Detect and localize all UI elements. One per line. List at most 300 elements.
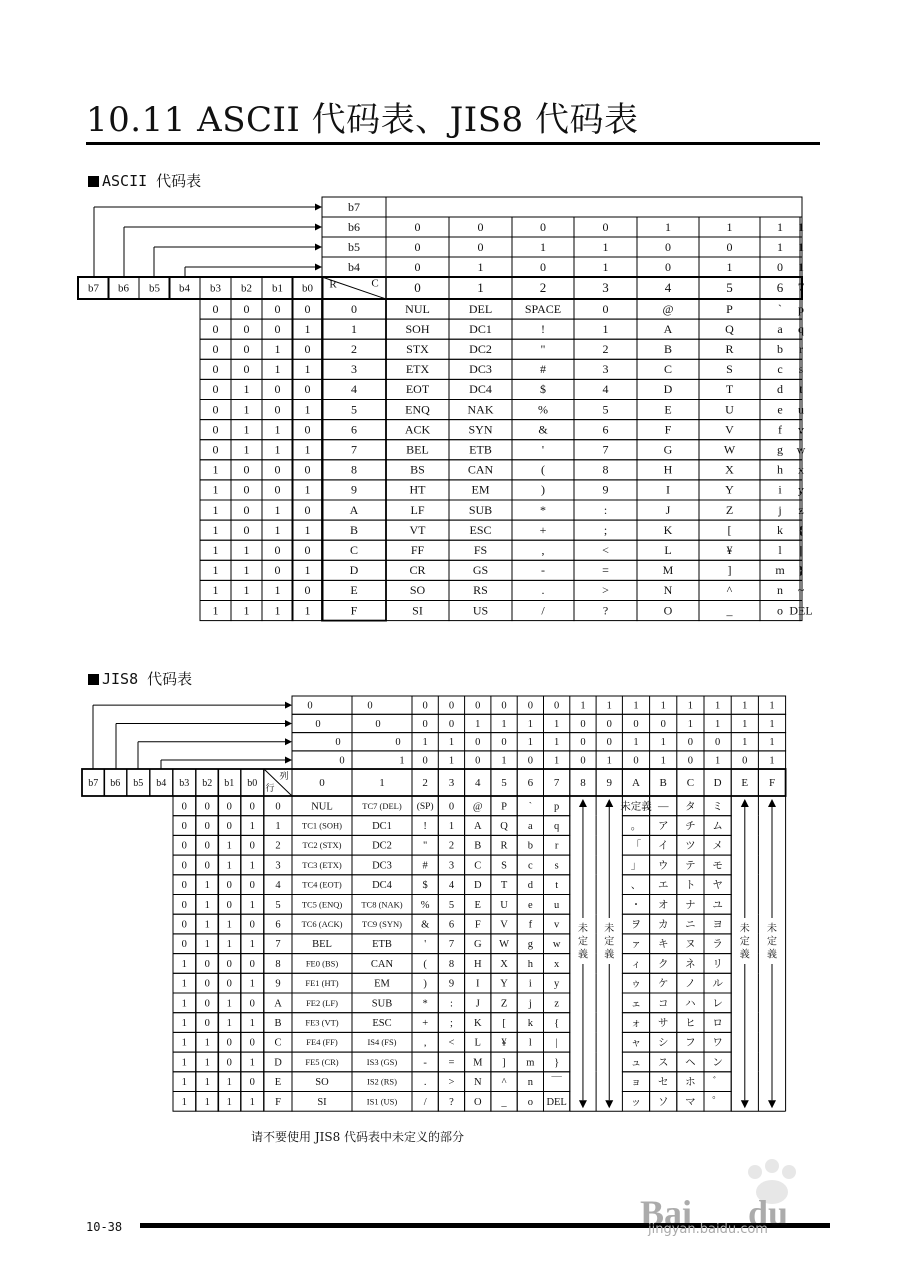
ascii-char: l xyxy=(778,543,782,557)
ascii-char: q xyxy=(798,321,804,336)
ascii-char: = xyxy=(602,563,609,578)
ascii-row-bit: 0 xyxy=(274,321,281,336)
jis-col-bit: 1 xyxy=(475,718,481,730)
ascii-char: - xyxy=(541,563,545,578)
jis-undefined-label: 義 xyxy=(604,949,615,961)
jis-char: 9 xyxy=(448,978,455,990)
jis-char: シ xyxy=(657,1037,669,1049)
jis-char: ; xyxy=(449,1017,453,1029)
jis-char: FE1 (HT) xyxy=(305,978,339,989)
jis-col-header: A xyxy=(632,777,640,790)
ascii-char: ^ xyxy=(726,583,733,598)
ascii-char: ) xyxy=(541,482,545,497)
jis-char: ラ xyxy=(712,939,723,951)
jis-char: b xyxy=(527,840,533,852)
jis-row-bit: 0 xyxy=(226,958,232,970)
jis-row-bit: 0 xyxy=(181,899,187,911)
jis-col-bit: 1 xyxy=(399,755,405,767)
jis-char: r xyxy=(554,840,559,852)
jis-col-bit: 1 xyxy=(554,718,560,730)
jis-row-code: F xyxy=(275,1096,281,1108)
ascii-char: LF xyxy=(410,502,425,517)
ascii-col-bit: 0 xyxy=(777,259,783,274)
svg-text:du: du xyxy=(748,1193,789,1233)
jis-undefined-arrow-down-icon xyxy=(768,1100,776,1108)
jis-undefined-arrow-up-icon xyxy=(605,799,613,807)
ascii-row-bit: 1 xyxy=(243,563,250,578)
ascii-row-bit-header: b1 xyxy=(272,282,283,295)
ascii-char: ENQ xyxy=(405,402,430,417)
ascii-char: ACK xyxy=(404,422,431,437)
jis-char: g xyxy=(527,939,533,951)
jis-row-code: 7 xyxy=(275,939,281,951)
usage-note: 请不要使用 JIS8 代码表中未定义的部分 xyxy=(251,1130,465,1144)
ascii-row-bit: 0 xyxy=(274,563,281,578)
jis-row-bit: 0 xyxy=(181,919,187,931)
ascii-row-bit: 0 xyxy=(243,462,250,477)
jis-arrow-head-icon xyxy=(285,738,292,745)
ascii-char: y xyxy=(798,482,804,497)
jis-undefined-label: 定 xyxy=(767,936,777,948)
ascii-char: DC1 xyxy=(469,321,492,336)
jis-row-bit: 0 xyxy=(181,880,187,892)
jis-undefined-label: 未 xyxy=(577,923,588,935)
jis-undefined-arrow-up-icon xyxy=(741,799,749,807)
jis-char: & xyxy=(421,919,430,931)
ascii-char: " xyxy=(540,342,546,356)
jis-char: O xyxy=(473,1096,482,1108)
ascii-row-bit: 0 xyxy=(212,301,219,316)
jis-char: } xyxy=(554,1057,560,1069)
watermark-url: jingyan.baidu.com xyxy=(648,1222,768,1237)
jis-char: z xyxy=(554,998,559,1010)
jis-char: $ xyxy=(422,880,428,892)
jis-char: i xyxy=(528,978,532,990)
ascii-char: T xyxy=(725,382,734,397)
jis-col-bit: 1 xyxy=(769,737,775,749)
ascii-char: ESC xyxy=(469,522,492,537)
ascii-char: 4 xyxy=(602,382,609,397)
ascii-row-bit: 1 xyxy=(274,502,281,517)
jis-row-bit: 1 xyxy=(226,840,232,852)
jis-char: ゛ xyxy=(712,1077,723,1089)
jis-char: ( xyxy=(423,958,427,970)
ascii-char: X xyxy=(725,462,734,477)
jis-row-bit-header: b5 xyxy=(133,777,144,789)
jis-row-bit: 1 xyxy=(226,1077,232,1089)
jis-col-bit: 0 xyxy=(633,755,639,767)
jis-char: DC2 xyxy=(372,840,392,852)
ascii-char: L xyxy=(664,543,672,557)
jis-col-bit: 1 xyxy=(422,737,428,749)
ascii-char: o xyxy=(777,603,783,618)
jis-col-header: C xyxy=(686,777,695,790)
jis-undefined-arrow-up-icon xyxy=(768,799,776,807)
jis-row-bit: 0 xyxy=(181,860,187,872)
ascii-char: SI xyxy=(412,603,423,618)
ascii-char: CAN xyxy=(467,462,494,477)
ascii-char: 7 xyxy=(602,442,609,457)
jis-char: ヌ xyxy=(685,939,696,951)
jis-row-bit: 1 xyxy=(181,1096,187,1108)
jis-char: ￣ xyxy=(551,1077,562,1089)
jis-char: F xyxy=(474,919,481,931)
ascii-row-bit: 1 xyxy=(304,482,311,497)
ascii-row-bit: 1 xyxy=(212,462,219,477)
jis-char: ク xyxy=(657,958,669,970)
jis-char: ヨ xyxy=(712,919,723,931)
ascii-row-bit: 1 xyxy=(274,522,281,537)
jis-char: ` xyxy=(528,801,533,813)
jis-col-header: E xyxy=(741,777,749,790)
jis-col-bit: 1 xyxy=(501,718,507,730)
jis-row-bit: 1 xyxy=(204,1057,210,1069)
ascii-char: ETB xyxy=(469,442,492,457)
jis-row-bit: 0 xyxy=(181,801,187,813)
ascii-col-bit: 0 xyxy=(665,239,671,254)
ascii-row-code: F xyxy=(350,603,358,618)
jis-undefined-label: 定 xyxy=(739,936,750,948)
ascii-char: H xyxy=(663,462,673,477)
jis-row-bit: 1 xyxy=(226,998,232,1010)
ascii-row-bit: 1 xyxy=(212,603,219,618)
ascii-row-code: 6 xyxy=(351,422,357,437)
jis-col-bit: 0 xyxy=(606,718,612,730)
jis-row-bit: 1 xyxy=(181,1037,187,1049)
jis-col-bit: 1 xyxy=(687,718,694,730)
jis-row-bit: 0 xyxy=(249,919,255,931)
jis-col-bit: 0 xyxy=(315,718,321,730)
ascii-row-code: 4 xyxy=(351,382,357,397)
ascii-char: P xyxy=(726,301,733,316)
jis-bit-row-frame xyxy=(292,751,786,769)
jis-col-bit: 1 xyxy=(769,755,775,767)
jis-undefined-label: 未 xyxy=(604,923,615,935)
ascii-char: : xyxy=(603,502,608,517)
jis-char: ケ xyxy=(657,978,669,990)
ascii-row-bit: 1 xyxy=(212,522,219,537)
ascii-char: A xyxy=(663,321,673,336)
ascii-col-header: 1 xyxy=(477,279,484,295)
jis-char: [ xyxy=(502,1017,506,1029)
jis-row-bit: 0 xyxy=(226,1037,232,1049)
ascii-char: V xyxy=(725,422,734,437)
jis-char: 3 xyxy=(448,860,455,872)
ascii-char: BEL xyxy=(406,442,429,457)
ascii-col-header: 4 xyxy=(664,279,672,295)
jis-row-bit-header: b0 xyxy=(247,777,258,789)
jis-undefined-arrow-down-icon xyxy=(605,1100,613,1108)
jis-char: 5 xyxy=(448,899,455,911)
ascii-char: $ xyxy=(540,382,546,397)
ascii-row-bit: 1 xyxy=(243,402,250,417)
jis-char: ア xyxy=(657,820,669,832)
jis-char: FE0 (BS) xyxy=(305,958,339,969)
ascii-char: t xyxy=(799,382,803,397)
ascii-char: ! xyxy=(541,321,545,336)
jis-col-bit: 0 xyxy=(527,700,533,712)
jis-char: ン xyxy=(712,1057,723,1069)
ascii-row-bit: 0 xyxy=(274,482,281,497)
jis-char: ユ xyxy=(712,899,723,911)
jis-char: / xyxy=(423,1096,427,1108)
ascii-row-bit: 1 xyxy=(243,442,250,457)
jis-row-bit: 0 xyxy=(181,820,187,832)
jis-row-bit: 0 xyxy=(249,1037,255,1049)
ascii-row-bit: 0 xyxy=(274,382,281,397)
jis-char: DC3 xyxy=(372,860,392,872)
jis-row-code: C xyxy=(274,1037,282,1049)
jis-row-bit: 1 xyxy=(249,939,255,951)
jis-char: TC5 (ENQ) xyxy=(301,899,343,910)
jis-char: q xyxy=(554,820,560,832)
jis-col-bit: 0 xyxy=(307,700,313,712)
jis-char: U xyxy=(500,899,508,911)
ascii-char: NAK xyxy=(467,402,494,417)
jis-char: C xyxy=(474,860,482,872)
ascii-char: s xyxy=(798,362,804,377)
ascii-char: C xyxy=(663,362,673,377)
jis-row-bit: 1 xyxy=(249,820,255,832)
ascii-char: SUB xyxy=(468,502,493,517)
jis-char: モ xyxy=(712,860,723,872)
ascii-char: m xyxy=(775,563,785,578)
jis-char: 6 xyxy=(448,919,455,931)
ascii-char: S xyxy=(726,362,733,377)
ascii-char: F xyxy=(664,422,672,437)
jis-col-bit: 0 xyxy=(687,737,694,749)
jis-char: t xyxy=(555,880,559,892)
ascii-char: ~ xyxy=(797,583,805,598)
jis-char: CAN xyxy=(370,958,394,970)
jis-char: 0 xyxy=(448,801,455,813)
ascii-char: DC2 xyxy=(469,342,492,356)
jis-char: ハ xyxy=(685,998,696,1010)
ascii-col-bit: 1 xyxy=(540,239,546,254)
ascii-char: } xyxy=(798,563,804,578)
jis-char: " xyxy=(423,840,428,852)
page-title: 10.11 ASCII 代码表、JIS8 代码表 xyxy=(86,100,639,140)
jis-bit-row-frame xyxy=(292,696,786,714)
ascii-col-bit: 0 xyxy=(477,239,484,254)
jis-char: - xyxy=(423,1057,427,1069)
ascii-col-bit: 1 xyxy=(665,219,671,234)
jis-row-bit: 0 xyxy=(226,899,232,911)
jis-char: o xyxy=(527,1096,533,1108)
jis-row-bit: 0 xyxy=(226,880,232,892)
ascii-col-bit: 1 xyxy=(798,239,804,254)
jis-row-bit: 0 xyxy=(249,1077,255,1089)
jis-char: H xyxy=(473,958,482,970)
jis-col-header: 7 xyxy=(553,777,560,790)
jis-col-header: 9 xyxy=(606,777,612,790)
jis-col-header: 2 xyxy=(422,777,428,790)
jis-char: k xyxy=(527,1017,533,1029)
ascii-row-bit: 0 xyxy=(304,462,311,477)
jis-col-bit: 1 xyxy=(527,737,533,749)
jis-col-bit: 1 xyxy=(554,737,560,749)
jis-char: | xyxy=(555,1037,558,1049)
ascii-char: h xyxy=(777,462,783,477)
jis-char: f xyxy=(528,919,533,931)
ascii-char: 2 xyxy=(602,342,609,356)
jis-col-bit: 0 xyxy=(339,755,345,767)
ascii-col-bit: 0 xyxy=(540,219,546,234)
ascii-char: n xyxy=(777,583,783,598)
jis-char: X xyxy=(500,958,508,970)
jis-col-bit: 0 xyxy=(475,700,481,712)
ascii-char: DC3 xyxy=(469,362,492,377)
ascii-row-bit-header: b4 xyxy=(179,282,190,295)
jis-char: TC6 (ACK) xyxy=(301,919,343,930)
jis-char: ル xyxy=(712,978,723,990)
jis-row-code: 6 xyxy=(275,919,281,931)
jis-row-bit-header: b7 xyxy=(88,777,99,789)
ascii-char: RS xyxy=(473,583,488,598)
jis-arrow-head-icon xyxy=(285,702,292,709)
jis-char: a xyxy=(528,820,533,832)
jis-char: ヒ xyxy=(685,1017,696,1029)
jis-char: ス xyxy=(657,1057,669,1069)
jis-char: ・ xyxy=(630,899,642,911)
jis-char: TC7 (DEL) xyxy=(362,800,402,811)
jis-col-bit: 0 xyxy=(660,718,666,730)
ascii-char: BS xyxy=(410,462,425,477)
jis-char: J xyxy=(475,998,480,1010)
ascii-char: { xyxy=(798,522,804,537)
jis-row-bit: 1 xyxy=(249,978,255,990)
ascii-char: < xyxy=(602,543,609,557)
ascii-row-code: A xyxy=(349,502,359,517)
ascii-char: * xyxy=(540,502,546,517)
jis-char: w xyxy=(552,939,561,951)
ascii-col-bit: 1 xyxy=(602,259,609,274)
ascii-row-bit: 1 xyxy=(304,402,311,417)
jis-char: TC1 (SOH) xyxy=(302,820,342,831)
ascii-char: I xyxy=(666,482,670,497)
ascii-char: x xyxy=(798,462,804,477)
jis-undefined-label: 定 xyxy=(577,936,588,948)
jis-char: u xyxy=(554,899,560,911)
ascii-row-code: 0 xyxy=(351,301,357,316)
jis-bit-row-frame xyxy=(292,733,786,751)
jis-row-bit: 1 xyxy=(226,1017,232,1029)
jis-row-code: B xyxy=(274,1017,282,1029)
ascii-char: / xyxy=(541,603,545,618)
jis-undefined-label: 未 xyxy=(739,923,750,935)
ascii-char: VT xyxy=(409,522,426,537)
jis-row-bit: 1 xyxy=(204,880,210,892)
ascii-char: . xyxy=(541,583,545,598)
jis-char: フ xyxy=(685,1037,696,1049)
ascii-char: SYN xyxy=(468,422,493,437)
ascii-char: > xyxy=(602,583,609,598)
ascii-char: _ xyxy=(726,603,733,618)
ascii-bit-label: b7 xyxy=(348,199,360,214)
jis-char: TC8 (NAK) xyxy=(361,899,403,910)
ascii-col-bit: 1 xyxy=(726,259,733,274)
ascii-row-bit: 1 xyxy=(243,583,250,598)
ascii-char: ETX xyxy=(405,362,430,377)
jis-char: FE5 (CR) xyxy=(305,1056,339,1067)
ascii-char: Y xyxy=(725,482,734,497)
jis-col-bit: 0 xyxy=(580,718,586,730)
jis-char: 2 xyxy=(448,840,455,852)
jis-char: セ xyxy=(657,1077,669,1089)
ascii-char: M xyxy=(662,563,674,578)
ascii-char: STX xyxy=(406,342,429,356)
jis-char: T xyxy=(500,880,508,892)
ascii-row-bit: 0 xyxy=(212,442,219,457)
ascii-char: u xyxy=(798,402,804,417)
jis-row-code: 8 xyxy=(275,958,281,970)
jis-char: * xyxy=(422,998,428,1010)
jis-char: Z xyxy=(500,998,508,1010)
jis-col-bit: 0 xyxy=(501,737,507,749)
ascii-row-bit: 0 xyxy=(212,402,219,417)
jis-col-bit: 1 xyxy=(448,755,455,767)
jis-row-bit: 0 xyxy=(181,939,187,951)
ascii-row-bit: 1 xyxy=(243,543,250,557)
ascii-char: @ xyxy=(662,301,674,316)
jis-char: ネ xyxy=(685,958,696,970)
jis-char: ツ xyxy=(685,840,696,852)
jis-char: ュ xyxy=(630,1057,642,1069)
jis-row-bit: 1 xyxy=(181,1017,187,1029)
ascii-char: DC4 xyxy=(469,382,492,397)
jis-char: ョ xyxy=(630,1077,642,1089)
ascii-char: b xyxy=(777,342,783,356)
ascii-char: w xyxy=(796,442,806,457)
ascii-row-code: 8 xyxy=(351,462,357,477)
jis-char: c xyxy=(528,860,533,872)
ascii-row-bit: 1 xyxy=(304,362,311,377)
jis-row-code: 9 xyxy=(275,978,281,990)
ascii-row-bit: 0 xyxy=(243,482,250,497)
jis-col-bit: 0 xyxy=(448,718,455,730)
jis-char: ニ xyxy=(685,919,696,931)
jis-row-bit: 1 xyxy=(249,1096,255,1108)
jis-char: : xyxy=(449,998,453,1010)
ascii-char: US xyxy=(472,603,489,618)
jis-char: v xyxy=(554,919,560,931)
ascii-corner-c: C xyxy=(371,277,379,290)
ascii-row-bit-header: b3 xyxy=(210,282,221,295)
ascii-row-bit-header: b7 xyxy=(88,282,99,295)
jis-char: Q xyxy=(500,820,508,832)
jis-char: . xyxy=(423,1077,427,1089)
jis-row-bit: 0 xyxy=(226,801,232,813)
ascii-row-bit: 1 xyxy=(274,342,281,356)
jis-col-bit: 0 xyxy=(527,755,533,767)
jis-row-bit: 0 xyxy=(204,1017,210,1029)
ascii-row-bit: 0 xyxy=(304,422,311,437)
jis-char: FE3 (VT) xyxy=(305,1017,339,1028)
jis-char: TC9 (SYN) xyxy=(362,919,402,930)
jis-row-bit: 1 xyxy=(181,1077,187,1089)
jis-char: , xyxy=(423,1037,427,1049)
ascii-row-bit: 1 xyxy=(304,603,311,618)
ascii-char: 8 xyxy=(602,462,609,477)
jis-char: FE4 (FF) xyxy=(306,1037,338,1048)
jis-char: D xyxy=(473,880,482,892)
jis-char: l xyxy=(528,1037,532,1049)
jis-char: ゜ xyxy=(712,1096,723,1108)
jis-col-bit: 0 xyxy=(395,737,401,749)
jis-char: I xyxy=(476,978,480,990)
ascii-col-bit: 1 xyxy=(477,259,484,274)
jis-row-bit: 1 xyxy=(249,1017,255,1029)
